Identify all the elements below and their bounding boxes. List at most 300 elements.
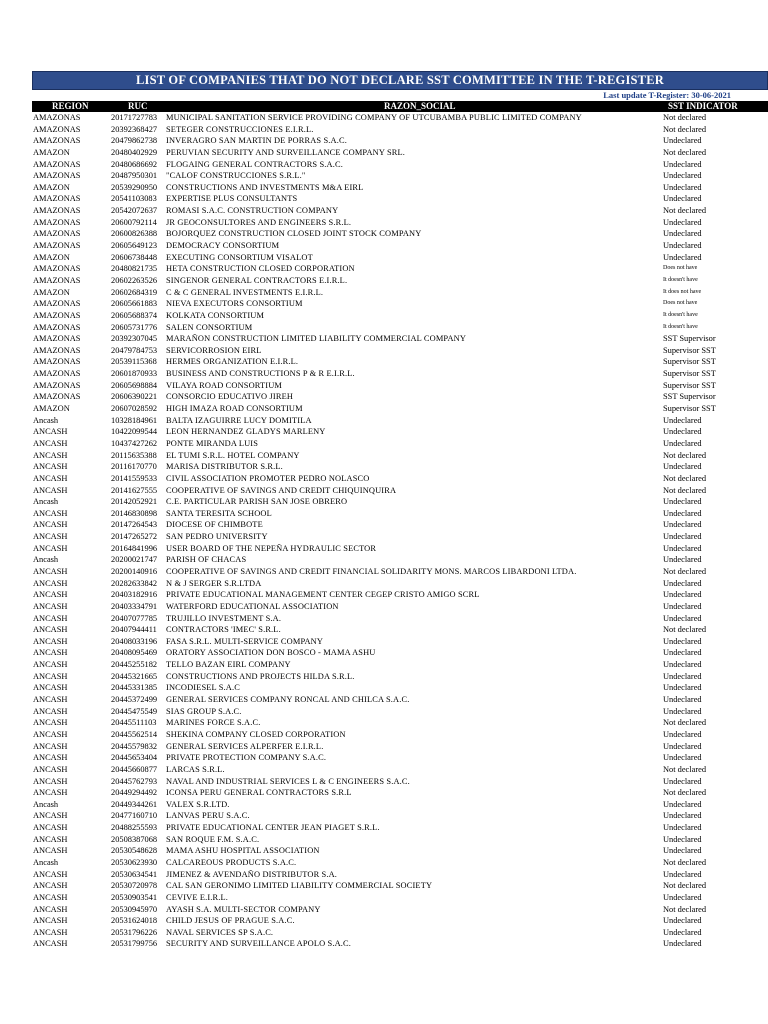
cell-region: ANCASH — [33, 811, 68, 821]
cell-razon-social: TELLO BAZAN EIRL COMPANY — [166, 660, 291, 670]
cell-sst-indicator: Undeclared — [663, 741, 702, 751]
cell-razon-social: ROMASI S.A.C. CONSTRUCTION COMPANY — [166, 206, 339, 216]
cell-ruc: 20408095469 — [111, 648, 158, 658]
table-row — [32, 450, 768, 462]
cell-sst-indicator: Undeclared — [663, 823, 702, 833]
table-row — [32, 694, 768, 706]
table-row — [32, 124, 768, 136]
table-row — [32, 135, 768, 147]
cell-razon-social: HIGH IMAZA ROAD CONSORTIUM — [166, 404, 303, 414]
cell-razon-social: SAN PEDRO UNIVERSITY — [166, 532, 268, 542]
cell-sst-indicator: Undeclared — [663, 241, 702, 251]
cell-razon-social: NAVAL SERVICES SP S.A.C. — [166, 927, 274, 937]
table-row — [32, 391, 768, 403]
cell-ruc: 20445321665 — [111, 671, 158, 681]
cell-razon-social: SANTA TERESITA SCHOOL — [166, 508, 272, 518]
cell-region: ANCASH — [33, 729, 68, 739]
cell-region: AMAZONAS — [33, 217, 81, 227]
cell-razon-social: PERUVIAN SECURITY AND SURVEILLANCE COMPANY SRL. — [166, 147, 406, 157]
header-razon-social: RAZON_SOCIAL — [384, 101, 456, 111]
cell-razon-social: CAL SAN GERONIMO LIMITED LIABILITY COMMERCIAL SOCIETY — [166, 881, 433, 891]
cell-region: AMAZONAS — [33, 241, 81, 251]
cell-ruc: 20449344261 — [111, 799, 158, 809]
cell-region: ANCASH — [33, 834, 68, 844]
cell-razon-social: C & C GENERAL INVESTMENTS E.I.R.L. — [166, 287, 324, 297]
cell-razon-social: MUNICIPAL SANITATION SERVICE PROVIDING COMPANY OF UTCUBAMBA PUBLIC LIMITED COMPANY — [166, 113, 582, 122]
cell-razon-social: HERMES ORGANIZATION E.I.R.L. — [166, 357, 299, 367]
cell-ruc: 20530903541 — [111, 892, 158, 902]
table-row — [32, 927, 768, 939]
cell-razon-social: MAMA ASHU HOSPITAL ASSOCIATION — [166, 846, 320, 856]
cell-ruc: 20147265272 — [111, 532, 158, 542]
cell-ruc: 20403182916 — [111, 590, 158, 600]
cell-ruc: 20147264543 — [111, 520, 158, 530]
cell-sst-indicator: Undeclared — [663, 159, 702, 169]
cell-sst-indicator: Supervisor SST — [663, 380, 716, 390]
cell-sst-indicator: Undeclared — [663, 229, 702, 239]
cell-sst-indicator: Undeclared — [663, 555, 702, 565]
cell-sst-indicator: It doesn't have — [663, 276, 698, 283]
table-row — [32, 473, 768, 485]
cell-ruc: 20541103083 — [111, 194, 157, 204]
cell-sst-indicator: Supervisor SST — [663, 369, 716, 379]
cell-region: Ancash — [33, 497, 59, 507]
table-row — [32, 170, 768, 182]
cell-region: ANCASH — [33, 788, 68, 798]
table-row — [32, 938, 768, 950]
cell-region: ANCASH — [33, 916, 68, 926]
cell-sst-indicator: Undeclared — [663, 811, 702, 821]
cell-ruc: 20605649123 — [111, 241, 158, 251]
table-row — [32, 601, 768, 613]
cell-razon-social: HETA CONSTRUCTION CLOSED CORPORATION — [166, 264, 355, 274]
cell-razon-social: INVERAGRO SAN MARTIN DE PORRAS S.A.C. — [166, 136, 347, 146]
cell-razon-social: JR GEOCONSULTORES AND ENGINEERS S.R.L. — [166, 217, 352, 227]
table-row — [32, 543, 768, 555]
cell-razon-social: DIOCESE OF CHIMBOTE — [166, 520, 263, 530]
cell-ruc: 20445660877 — [111, 764, 158, 774]
cell-sst-indicator: Supervisor SST — [663, 345, 716, 355]
cell-razon-social: CIVIL ASSOCIATION PROMOTER PEDRO NOLASCO — [166, 473, 370, 483]
cell-razon-social: DEMOCRACY CONSORTIUM — [166, 241, 280, 251]
table-row — [32, 566, 768, 578]
cell-ruc: 10328184961 — [111, 415, 158, 425]
cell-ruc: 20605698884 — [111, 380, 158, 390]
cell-ruc: 20282633842 — [111, 578, 158, 588]
table-row — [32, 298, 768, 310]
cell-razon-social: SAN ROQUE F.M. S.A.C. — [166, 834, 260, 844]
cell-ruc: 20530720978 — [111, 881, 158, 891]
table-row — [32, 217, 768, 229]
cell-region: ANCASH — [33, 636, 68, 646]
cell-region: ANCASH — [33, 776, 68, 786]
cell-sst-indicator: Undeclared — [663, 252, 702, 262]
cell-razon-social: SIAS GROUP S.A.C. — [166, 706, 242, 716]
cell-sst-indicator: Undeclared — [663, 578, 702, 588]
table-row — [32, 659, 768, 671]
table-row — [32, 752, 768, 764]
cell-sst-indicator: Undeclared — [663, 683, 702, 693]
cell-razon-social: PONTE MIRANDA LUIS — [166, 438, 259, 448]
table-row — [32, 310, 768, 322]
cell-region: AMAZONAS — [33, 357, 81, 367]
cell-ruc: 20601870933 — [111, 369, 158, 379]
cell-sst-indicator: Undeclared — [663, 753, 702, 763]
table-row — [32, 159, 768, 171]
cell-razon-social: NAVAL AND INDUSTRIAL SERVICES L & C ENGINEERS S.A.C. — [166, 776, 410, 786]
cell-ruc: 20408033196 — [111, 636, 158, 646]
cell-ruc: 10422099544 — [111, 427, 158, 437]
table-row — [32, 263, 768, 275]
cell-sst-indicator: Undeclared — [663, 532, 702, 542]
cell-sst-indicator: Undeclared — [663, 171, 702, 181]
table-row — [32, 287, 768, 299]
table-row — [32, 915, 768, 927]
cell-ruc: 20539290950 — [111, 182, 158, 192]
cell-ruc: 20449294492 — [111, 788, 158, 798]
cell-sst-indicator: Undeclared — [663, 427, 702, 437]
cell-region: AMAZONAS — [33, 194, 81, 204]
cell-razon-social: COOPERATIVE OF SAVINGS AND CREDIT CHIQUINQUIRA — [166, 485, 397, 495]
cell-razon-social: SETEGER CONSTRUCCIONES E.I.R.L. — [166, 124, 314, 134]
cell-sst-indicator: It doesn't have — [663, 311, 698, 318]
cell-ruc: 20115635388 — [111, 450, 157, 460]
cell-ruc: 20530634541 — [111, 869, 158, 879]
cell-sst-indicator: Undeclared — [663, 136, 702, 146]
table-row — [32, 485, 768, 497]
cell-ruc: 20480821735 — [111, 264, 158, 274]
table-row — [32, 624, 768, 636]
cell-razon-social: PRIVATE PROTECTION COMPANY S.A.C. — [166, 753, 327, 763]
cell-razon-social: MARINES FORCE S.A.C. — [166, 718, 261, 728]
cell-sst-indicator: Undeclared — [663, 776, 702, 786]
cell-ruc: 20392368427 — [111, 124, 158, 134]
cell-sst-indicator: Not declared — [663, 625, 707, 635]
cell-region: AMAZONAS — [33, 229, 81, 239]
cell-ruc: 20488255593 — [111, 823, 158, 833]
table-row — [32, 205, 768, 217]
cell-sst-indicator: Not declared — [663, 858, 707, 867]
cell-region: AMAZONAS — [33, 380, 81, 390]
cell-region: Ancash — [33, 415, 59, 425]
cell-region: AMAZON — [33, 147, 70, 157]
table-row — [32, 322, 768, 334]
table-row — [32, 578, 768, 590]
cell-sst-indicator: Supervisor SST — [663, 357, 716, 367]
cell-region: ANCASH — [33, 590, 68, 600]
cell-region: ANCASH — [33, 450, 68, 460]
cell-razon-social: MARISA DISTRIBUTOR S.R.L. — [166, 462, 283, 472]
cell-region: ANCASH — [33, 438, 68, 448]
cell-sst-indicator: Undeclared — [663, 729, 702, 739]
cell-region: ANCASH — [33, 753, 68, 763]
cell-ruc: 20508387068 — [111, 834, 158, 844]
cell-sst-indicator: Not declared — [663, 566, 707, 576]
cell-razon-social: NIEVA EXECUTORS CONSORTIUM — [166, 299, 303, 309]
table-row — [32, 368, 768, 380]
last-update-note: Last update T-Register: 30-06-2021 — [603, 90, 731, 100]
cell-region: AMAZONAS — [33, 310, 81, 320]
cell-sst-indicator: Undeclared — [663, 648, 702, 658]
cell-razon-social: C.E. PARTICULAR PARISH SAN JOSE OBRERO — [166, 497, 348, 507]
cell-region: ANCASH — [33, 823, 68, 833]
cell-region: ANCASH — [33, 508, 68, 518]
cell-razon-social: ORATORY ASSOCIATION DON BOSCO - MAMA ASHU — [166, 648, 376, 658]
cell-region: AMAZONAS — [33, 159, 81, 169]
cell-ruc: 20445372499 — [111, 695, 158, 705]
cell-ruc: 20171727783 — [111, 113, 158, 122]
cell-region: AMAZONAS — [33, 334, 81, 344]
table-row — [32, 147, 768, 159]
cell-razon-social: AYASH S.A. MULTI-SECTOR COMPANY — [166, 904, 321, 914]
cell-sst-indicator: Undeclared — [663, 834, 702, 844]
cell-region: ANCASH — [33, 601, 68, 611]
cell-sst-indicator: Undeclared — [663, 939, 702, 949]
table-row — [32, 706, 768, 718]
cell-region: AMAZONAS — [33, 171, 81, 181]
cell-region: ANCASH — [33, 869, 68, 879]
table-row — [32, 717, 768, 729]
header-region: REGION — [52, 101, 89, 111]
cell-sst-indicator: Undeclared — [663, 869, 702, 879]
cell-region: ANCASH — [33, 881, 68, 891]
cell-region: ANCASH — [33, 473, 68, 483]
cell-region: ANCASH — [33, 939, 68, 949]
table-row — [32, 356, 768, 368]
cell-ruc: 20531799756 — [111, 939, 158, 949]
cell-region: ANCASH — [33, 764, 68, 774]
cell-ruc: 20531624018 — [111, 916, 158, 926]
cell-ruc: 20600792114 — [111, 217, 157, 227]
table-row — [32, 892, 768, 904]
header-ruc: RUC — [128, 101, 148, 111]
header-sst-indicator: SST INDICATOR — [668, 101, 738, 111]
cell-razon-social: SERVICORROSION EIRL — [166, 345, 262, 355]
cell-razon-social: LANVAS PERU S.A.C. — [166, 811, 250, 821]
table-row — [32, 252, 768, 264]
cell-razon-social: LEON HERNANDEZ GLADYS MARLENY — [166, 427, 326, 437]
cell-sst-indicator: Not declared — [663, 473, 707, 483]
cell-ruc: 20487950301 — [111, 171, 158, 181]
cell-razon-social: WATERFORD EDUCATIONAL ASSOCIATION — [166, 601, 339, 611]
cell-ruc: 20480686692 — [111, 159, 158, 169]
cell-sst-indicator: Not declared — [663, 904, 707, 914]
cell-region: AMAZON — [33, 287, 70, 297]
cell-razon-social: MARAÑON CONSTRUCTION LIMITED LIABILITY COMMERCIAL COMPANY — [166, 334, 467, 344]
table-row — [32, 426, 768, 438]
cell-razon-social: GENERAL SERVICES ALPERFER E.I.R.L. — [166, 741, 324, 751]
cell-ruc: 20445653404 — [111, 753, 158, 763]
cell-sst-indicator: Undeclared — [663, 601, 702, 611]
table-row — [32, 729, 768, 741]
cell-region: AMAZONAS — [33, 369, 81, 379]
cell-razon-social: KOLKATA CONSORTIUM — [166, 310, 265, 320]
cell-ruc: 20479862738 — [111, 136, 158, 146]
cell-razon-social: COOPERATIVE OF SAVINGS AND CREDIT FINANCIAL SOLIDARITY MONS. MARCOS LIBARDONI LTDA. — [166, 566, 577, 576]
cell-sst-indicator: Not declared — [663, 147, 707, 157]
cell-razon-social: CALCAREOUS PRODUCTS S.A.C. — [166, 858, 297, 867]
cell-region: ANCASH — [33, 927, 68, 937]
cell-razon-social: VILAYA ROAD CONSORTIUM — [166, 380, 283, 390]
cell-razon-social: GENERAL SERVICES COMPANY RONCAL AND CHILCA S.A.C. — [166, 695, 410, 705]
cell-ruc: 20407944411 — [111, 625, 157, 635]
cell-region: ANCASH — [33, 566, 68, 576]
cell-sst-indicator: Does not have — [663, 265, 698, 272]
cell-razon-social: PARISH OF CHACAS — [166, 555, 247, 565]
cell-sst-indicator: Undeclared — [663, 217, 702, 227]
cell-sst-indicator: Does not have — [663, 300, 698, 307]
cell-ruc: 10437427262 — [111, 438, 158, 448]
cell-sst-indicator: Undeclared — [663, 462, 702, 472]
cell-razon-social: CONTRACTORS 'IMEC' S.R.L. — [166, 625, 281, 635]
table-row — [32, 496, 768, 508]
cell-sst-indicator: Undeclared — [663, 508, 702, 518]
cell-region: ANCASH — [33, 695, 68, 705]
cell-sst-indicator: Undeclared — [663, 613, 702, 623]
table-row — [32, 240, 768, 252]
table-row — [32, 776, 768, 788]
cell-razon-social: TRUJILLO INVESTMENT S.A. — [166, 613, 282, 623]
cell-sst-indicator: SST Supervisor — [663, 334, 716, 344]
cell-ruc: 20539115368 — [111, 357, 157, 367]
cell-razon-social: SINGENOR GENERAL CONTRACTORS E.I.R.L. — [166, 275, 348, 285]
cell-ruc: 20116170770 — [111, 462, 157, 472]
cell-razon-social: INCODIESEL S.A.C — [166, 683, 240, 693]
cell-region: ANCASH — [33, 892, 68, 902]
table-row — [32, 636, 768, 648]
table-row — [32, 857, 768, 869]
table-row — [32, 380, 768, 392]
cell-region: Ancash — [33, 858, 59, 867]
cell-sst-indicator: Not declared — [663, 485, 707, 495]
cell-ruc: 20445511103 — [111, 718, 157, 728]
cell-region: ANCASH — [33, 706, 68, 716]
table-row — [32, 415, 768, 427]
cell-razon-social: JIMENEZ & AVENDAÑO DISTRIBUTOR S.A. — [166, 869, 338, 879]
cell-ruc: 20480402929 — [111, 147, 158, 157]
cell-razon-social: BUSINESS AND CONSTRUCTIONS P & R E.I.R.L. — [166, 369, 355, 379]
cell-region: ANCASH — [33, 427, 68, 437]
table-row — [32, 671, 768, 683]
cell-sst-indicator: Undeclared — [663, 590, 702, 600]
table-row — [32, 764, 768, 776]
cell-razon-social: CHILD JESUS OF PRAGUE S.A.C. — [166, 916, 295, 926]
cell-region: AMAZONAS — [33, 275, 81, 285]
cell-razon-social: FASA S.R.L. MULTI-SERVICE COMPANY — [166, 636, 324, 646]
cell-sst-indicator: Undeclared — [663, 636, 702, 646]
cell-region: ANCASH — [33, 543, 68, 553]
table-header — [32, 101, 768, 112]
cell-sst-indicator: It does not have — [663, 288, 702, 295]
table-row — [32, 822, 768, 834]
cell-sst-indicator: Undeclared — [663, 916, 702, 926]
cell-ruc: 20605688374 — [111, 310, 158, 320]
cell-sst-indicator: Undeclared — [663, 438, 702, 448]
table-row — [32, 275, 768, 287]
cell-region: ANCASH — [33, 671, 68, 681]
cell-razon-social: CEVIVE E.I.R.L. — [166, 892, 229, 902]
table-row — [32, 787, 768, 799]
cell-region: AMAZONAS — [33, 322, 81, 332]
cell-ruc: 20445762793 — [111, 776, 158, 786]
cell-razon-social: ICONSA PERU GENERAL CONTRACTORS S.R.L — [166, 788, 352, 798]
cell-sst-indicator: Not declared — [663, 124, 707, 134]
cell-sst-indicator: SST Supervisor — [663, 392, 716, 402]
cell-ruc: 20403334791 — [111, 601, 158, 611]
cell-ruc: 20445331385 — [111, 683, 158, 693]
cell-region: ANCASH — [33, 648, 68, 658]
table-row — [32, 508, 768, 520]
cell-ruc: 20600826388 — [111, 229, 158, 239]
cell-region: AMAZON — [33, 404, 70, 414]
cell-region: ANCASH — [33, 485, 68, 495]
page-title: LIST OF COMPANIES THAT DO NOT DECLARE SST COMMITTEE IN THE T-REGISTER — [32, 71, 768, 90]
cell-razon-social: CONSORCIO EDUCATIVO JIREH — [166, 392, 294, 402]
cell-ruc: 20530945970 — [111, 904, 158, 914]
cell-region: AMAZONAS — [33, 345, 81, 355]
cell-sst-indicator: Not declared — [663, 788, 707, 798]
cell-region: AMAZONAS — [33, 392, 81, 402]
cell-razon-social: CONSTRUCTIONS AND INVESTMENTS M&A EIRL — [166, 182, 364, 192]
cell-sst-indicator: Undeclared — [663, 927, 702, 937]
cell-ruc: 20477160710 — [111, 811, 158, 821]
cell-sst-indicator: Undeclared — [663, 846, 702, 856]
cell-region: ANCASH — [33, 846, 68, 856]
cell-sst-indicator: Undeclared — [663, 497, 702, 507]
cell-razon-social: "CALOF CONSTRUCCIONES S.R.L." — [166, 171, 306, 181]
cell-ruc: 20531796226 — [111, 927, 158, 937]
cell-ruc: 20142052921 — [111, 497, 158, 507]
cell-region: AMAZONAS — [33, 113, 81, 122]
table-row — [32, 810, 768, 822]
cell-region: ANCASH — [33, 578, 68, 588]
cell-ruc: 20602263526 — [111, 275, 158, 285]
table-row — [32, 112, 768, 124]
cell-region: AMAZONAS — [33, 124, 81, 134]
cell-ruc: 20606738448 — [111, 252, 158, 262]
table-row — [32, 519, 768, 531]
cell-sst-indicator: Undeclared — [663, 543, 702, 553]
cell-region: AMAZONAS — [33, 299, 81, 309]
cell-razon-social: EXECUTING CONSORTIUM VISALOT — [166, 252, 313, 262]
cell-ruc: 20607028592 — [111, 404, 158, 414]
document-sheet — [32, 71, 768, 950]
cell-razon-social: CONSTRUCTIONS AND PROJECTS HILDA S.R.L. — [166, 671, 355, 681]
cell-sst-indicator: Undeclared — [663, 660, 702, 670]
cell-razon-social: EL TUMI S.R.L. HOTEL COMPANY — [166, 450, 300, 460]
table-row — [32, 682, 768, 694]
cell-sst-indicator: Undeclared — [663, 706, 702, 716]
cell-sst-indicator: Not declared — [663, 718, 707, 728]
cell-sst-indicator: Undeclared — [663, 182, 702, 192]
cell-region: AMAZONAS — [33, 264, 81, 274]
cell-sst-indicator: Not declared — [663, 206, 707, 216]
cell-razon-social: PRIVATE EDUCATIONAL MANAGEMENT CENTER CEGEP CRISTO AMIGO SCRL — [166, 590, 480, 600]
table-row — [32, 647, 768, 659]
cell-region: ANCASH — [33, 625, 68, 635]
table-row — [32, 799, 768, 811]
cell-sst-indicator: Undeclared — [663, 671, 702, 681]
cell-razon-social: LARCAS S.R.L. — [166, 764, 225, 774]
table-row — [32, 461, 768, 473]
cell-sst-indicator: Not declared — [663, 450, 707, 460]
cell-ruc: 20146830898 — [111, 508, 158, 518]
table-row — [32, 834, 768, 846]
cell-razon-social: BOJORQUEZ CONSTRUCTION CLOSED JOINT STOCK COMPANY — [166, 229, 422, 239]
cell-ruc: 20479784753 — [111, 345, 158, 355]
cell-ruc: 20407077785 — [111, 613, 158, 623]
cell-ruc: 20141627555 — [111, 485, 158, 495]
